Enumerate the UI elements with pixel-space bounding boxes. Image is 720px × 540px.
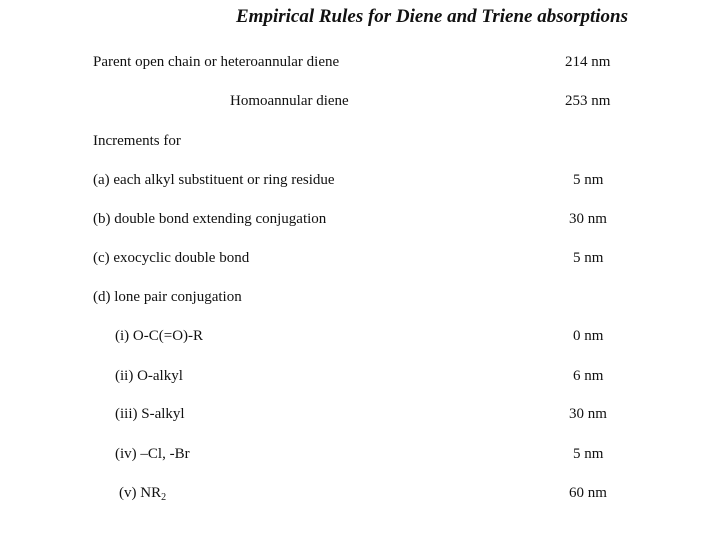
row-increment-c (0, 246, 720, 270)
row-lone-pair-iii (0, 402, 720, 426)
homoannular-diene-label: Homoannular diene (230, 93, 349, 109)
increment-a-label: (a) each alkyl substituent or ring residue (93, 172, 335, 188)
row-lone-pair-iv (0, 442, 720, 466)
lone-pair-i-label: (i) O-C(=O)-R (115, 328, 204, 344)
increment-c-label: (c) exocyclic double bond (93, 250, 250, 266)
increments-heading: Increments for (93, 133, 181, 149)
lone-pair-v-value: 60 nm (569, 485, 607, 501)
row-lone-pair-v (0, 481, 720, 505)
row-parent-diene (0, 50, 720, 74)
lone-pair-iv-value: 5 nm (573, 446, 604, 462)
parent-diene-value: 214 nm (565, 54, 611, 70)
row-lone-pair-ii (0, 364, 720, 388)
row-increment-a (0, 168, 720, 192)
lone-pair-v-label-prefix: (v) NR (119, 485, 162, 501)
lone-pair-ii-label: (ii) O-alkyl (115, 368, 183, 384)
lone-pair-v-label (119, 481, 166, 505)
homoannular-diene-value: 253 nm (565, 93, 611, 109)
row-homoannular-diene (0, 89, 720, 113)
increment-a-value: 5 nm (573, 172, 604, 188)
lone-pair-v-label-subscript: 2 (161, 492, 167, 503)
lone-pair-iii-value: 30 nm (569, 406, 607, 422)
increment-b-value: 30 nm (569, 211, 607, 227)
lone-pair-ii-value: 6 nm (573, 368, 604, 384)
lone-pair-iii-label: (iii) S-alkyl (115, 406, 185, 422)
increment-d-label: (d) lone pair conjugation (93, 289, 242, 305)
increment-b-label: (b) double bond extending conjugation (93, 211, 327, 227)
lone-pair-i-value: 0 nm (573, 328, 604, 344)
increment-c-value: 5 nm (573, 250, 604, 266)
row-lone-pair-i (0, 324, 720, 348)
row-increment-b (0, 207, 720, 231)
page-title: Empirical Rules for Diene and Triene absorptions (236, 6, 628, 27)
row-increment-d (0, 285, 720, 309)
parent-diene-label: Parent open chain or heteroannular diene (93, 54, 340, 70)
row-increments-heading (0, 129, 720, 153)
lone-pair-iv-label: (iv) –Cl, -Br (115, 446, 190, 462)
